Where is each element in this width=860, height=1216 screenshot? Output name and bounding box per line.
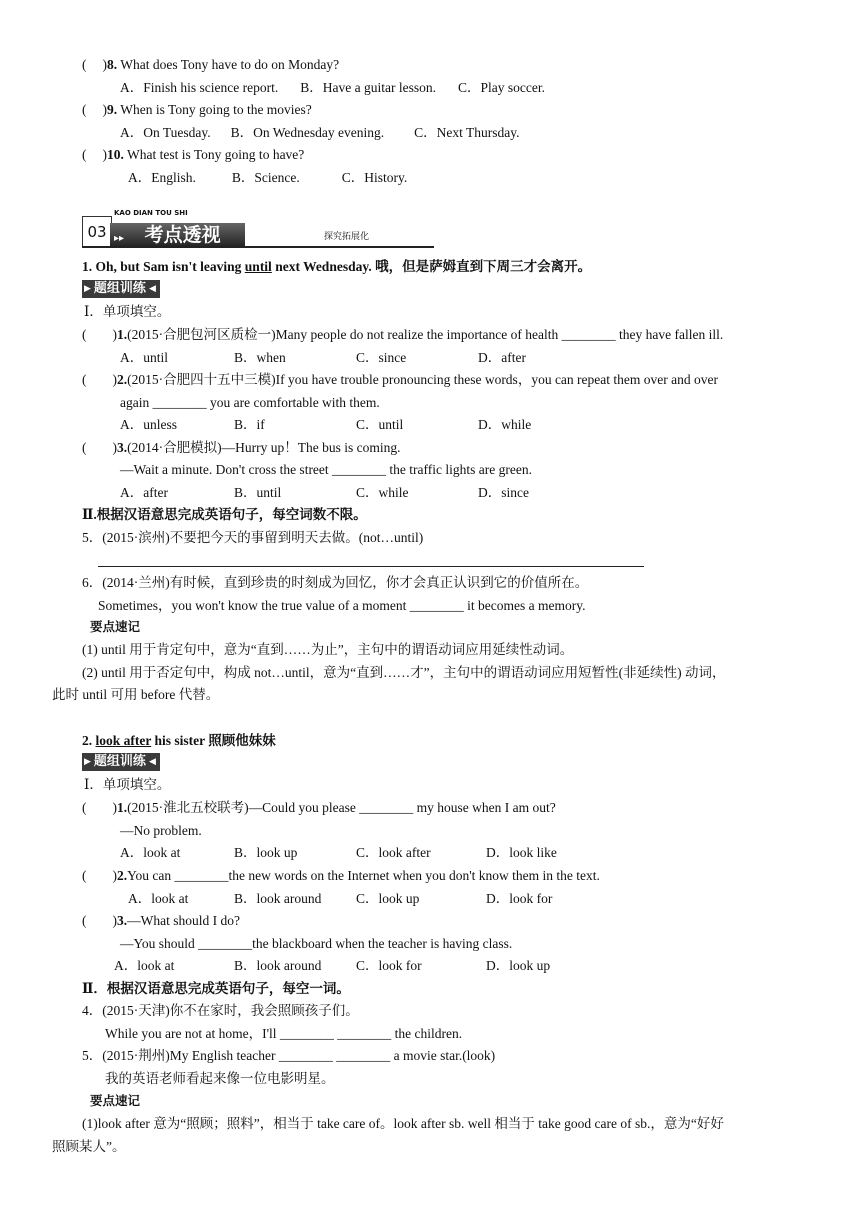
point1-heading: 1. Oh, but Sam isn't leaving until next Wednesday. 哦，但是萨姆直到下周三才会离开。 — [82, 259, 592, 275]
question-8: ( )8. What does Tony have to do on Monday? — [82, 57, 340, 72]
point2-q3-line2: —You should ________the blackboard when the teacher is having class. — [120, 936, 513, 951]
point1-part2-title: Ⅱ.根据汉语意思完成英语句子，每空词数不限。 — [82, 507, 367, 522]
question-9-options: A．On Tuesday. B．On Wednesday evening. C．Next Thursday. — [120, 125, 520, 140]
point1-q2-line2: again ________ you are comfortable with them. — [120, 395, 380, 410]
point2-tag: ▶ 题组训练 ◀ — [82, 753, 160, 771]
question-8-options: A．Finish his science report. B．Have a guitar lesson. C．Play soccer. — [120, 80, 545, 95]
section-title-bar — [110, 223, 245, 247]
point1-q1-options: A．until B．when C．since D．after — [120, 350, 526, 365]
point1-q5: 5．(2015·滨州)不要把今天的事留到明天去做。(not…until) — [82, 530, 424, 545]
point2-q4-english: While you are not at home，I'll ________ ________ the children. — [105, 1026, 463, 1041]
point1-q1: ( )1.(2015·合肥包河区质检一)Many people do not realize the importance of health ________ they have fallen ill. — [82, 327, 724, 342]
point2-q1-options: A．look at B．look up C．look after D．look like — [120, 845, 557, 860]
point1-q2: ( )2.(2015·合肥四十五中三模)If you have trouble pronouncing these words，you can repeat them over and over — [82, 372, 718, 387]
point1-part1-title: Ⅰ．单项填空。 — [84, 304, 171, 319]
point2-q5-chinese: 我的英语老师看起来像一位电影明星。 — [105, 1071, 335, 1086]
point2-q3: ( )3.—What should I do? — [82, 913, 240, 928]
point1-q3-options: A．after B．until C．while D．since — [120, 485, 529, 500]
point2-part2-title: Ⅱ．根据汉语意思完成英语句子，每空一词。 — [82, 981, 350, 996]
section-number: 03 — [82, 216, 112, 248]
point2-q2: ( )2.You can ________the new words on the Internet when you don't know them in the text. — [82, 868, 600, 883]
triangle-right-icon: ▶ — [84, 284, 91, 294]
point2-note1b: 照顾某人”。 — [52, 1139, 126, 1154]
point2-q5: 5．(2015·荆州)My English teacher ________ ________ a movie star.(look) — [82, 1048, 496, 1063]
point1-tag: ▶ 题组训练 ◀ — [82, 280, 160, 298]
point1-q6-english: Sometimes，you won't know the true value of a moment ________ it becomes a memory. — [98, 598, 586, 613]
section-rule — [82, 246, 434, 248]
point2-q1-line2: —No problem. — [120, 823, 202, 838]
point2-part1-title: Ⅰ．单项填空。 — [84, 777, 171, 792]
point1-note-title: 要点速记 — [90, 620, 141, 634]
point2-note-title: 要点速记 — [90, 1094, 141, 1108]
answer-line[interactable] — [98, 566, 644, 567]
point1-note2a: (2) until 用于否定句中，构成 not…until，意为“直到……才”，主句中的谓语动词应用短暂性(非延续性) 动词， — [82, 665, 726, 680]
point1-q3: ( )3.(2014·合肥模拟)—Hurry up！The bus is coming. — [82, 440, 401, 455]
triangle-left-icon: ◀ — [148, 284, 156, 294]
section-title: 考点透视 — [144, 224, 221, 246]
triangle-left-icon: ◀ — [148, 757, 156, 767]
point1-note2b: 此时 until 可用 before 代替。 — [52, 687, 220, 702]
point1-q3-line2: —Wait a minute. Don't cross the street ________ the traffic lights are green. — [120, 462, 532, 477]
triangle-right-icon: ▶ — [84, 757, 91, 767]
point2-heading: 2. look after his sister 照顾他妹妹 — [82, 733, 276, 749]
point2-q2-options: A．look at B．look around C．look up D．look for — [128, 891, 553, 906]
point2-q1: ( )1.(2015·淮北五校联考)—Could you please ________ my house when I am out? — [82, 800, 556, 815]
double-arrow-icon: ▸▸ — [114, 233, 125, 244]
section-subtitle: 探究拓展化 — [324, 232, 370, 242]
question-9: ( )9. When is Tony going to the movies? — [82, 102, 312, 117]
point2-q3-options: A．look at B．look around C．look for D．look up — [114, 958, 551, 973]
point2-note1a: (1)look after 意为“照顾；照料”，相当于 take care of。look after sb. well 相当于 take good care of sb.，意为“好好 — [82, 1116, 724, 1131]
question-10: ( )10. What test is Tony going to have? — [82, 147, 305, 162]
point2-q4: 4．(2015·天津)你不在家时，我会照顾孩子们。 — [82, 1003, 359, 1018]
point1-note1: (1) until 用于肯定句中，意为“直到……为止”，主句中的谓语动词应用延续性动词。 — [82, 642, 574, 657]
point1-q6: 6．(2014·兰州)有时候，直到珍贵的时刻成为回忆，你才会真正认识到它的价值所在。 — [82, 575, 589, 590]
question-10-options: A．English. B．Science. C．History. — [128, 170, 408, 185]
section-pinyin: KAO DIAN TOU SHI — [114, 209, 188, 217]
point1-q2-options: A．unless B．if C．until D．while — [120, 417, 532, 432]
